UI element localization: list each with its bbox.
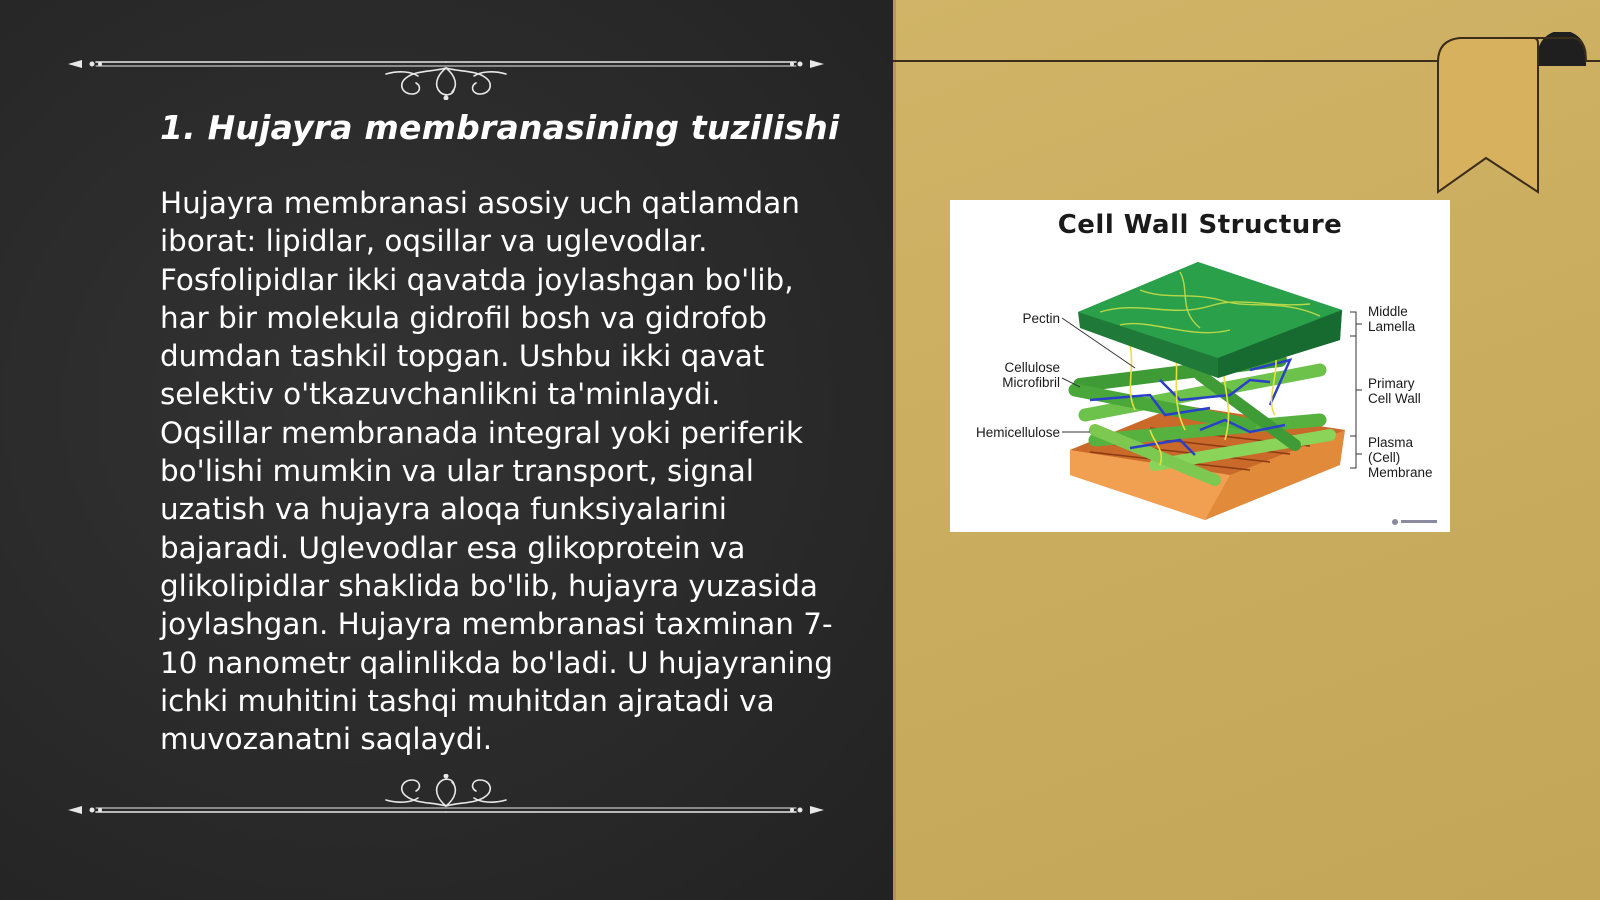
label-cellulose-microfibril: Cellulose Microfibril xyxy=(1002,360,1060,390)
slide-body-text: Hujayra membranasi asosiy uch qatlamdan iborat: lipidlar, oqsillar va uglevodlar. Fosfolipidlar ikki qavatda joylashgan bo'lib, har bir molekula gidrofil bosh va gidrofob dumdan tashkil topgan. Ushbu ikki qavat selektiv o'tkazuvchanlikni ta'minlaydi. Oqsillar membranada integral yoki periferik bo'lishi mumkin va ular transport, signal uzatish va hujayra aloqa funksiyalarini bajaradi. Uglevodlar esa glikoprotein va glikolipidlar shaklida bo'lib, hujayra yuzasida joylashgan. Hujayra membranasi taxminan 7-10 nanometr qalinlikda bo'ladi. U hujayraning ichki muhitini tashqi muhitdan ajratadi va muvozanatni saqlaydi. xyxy=(160,186,833,757)
label-pectin: Pectin xyxy=(1022,311,1060,326)
label-middle-lamella: Middle Lamella xyxy=(1368,304,1416,334)
figure-title: Cell Wall Structure xyxy=(1057,210,1343,240)
label-hemicellulose: Hemicellulose xyxy=(975,425,1060,440)
ornament-top xyxy=(66,50,826,100)
label-primary-cell-wall: Primary Cell Wall xyxy=(1368,376,1421,406)
cell-wall-figure xyxy=(950,200,1450,532)
ornament-bottom xyxy=(66,774,826,824)
bookmark-ribbon xyxy=(1434,32,1600,202)
slide-title: 1. Hujayra membranasining tuzilishi xyxy=(160,108,840,147)
label-plasma-membrane: Plasma (Cell) Membrane xyxy=(1368,435,1433,480)
